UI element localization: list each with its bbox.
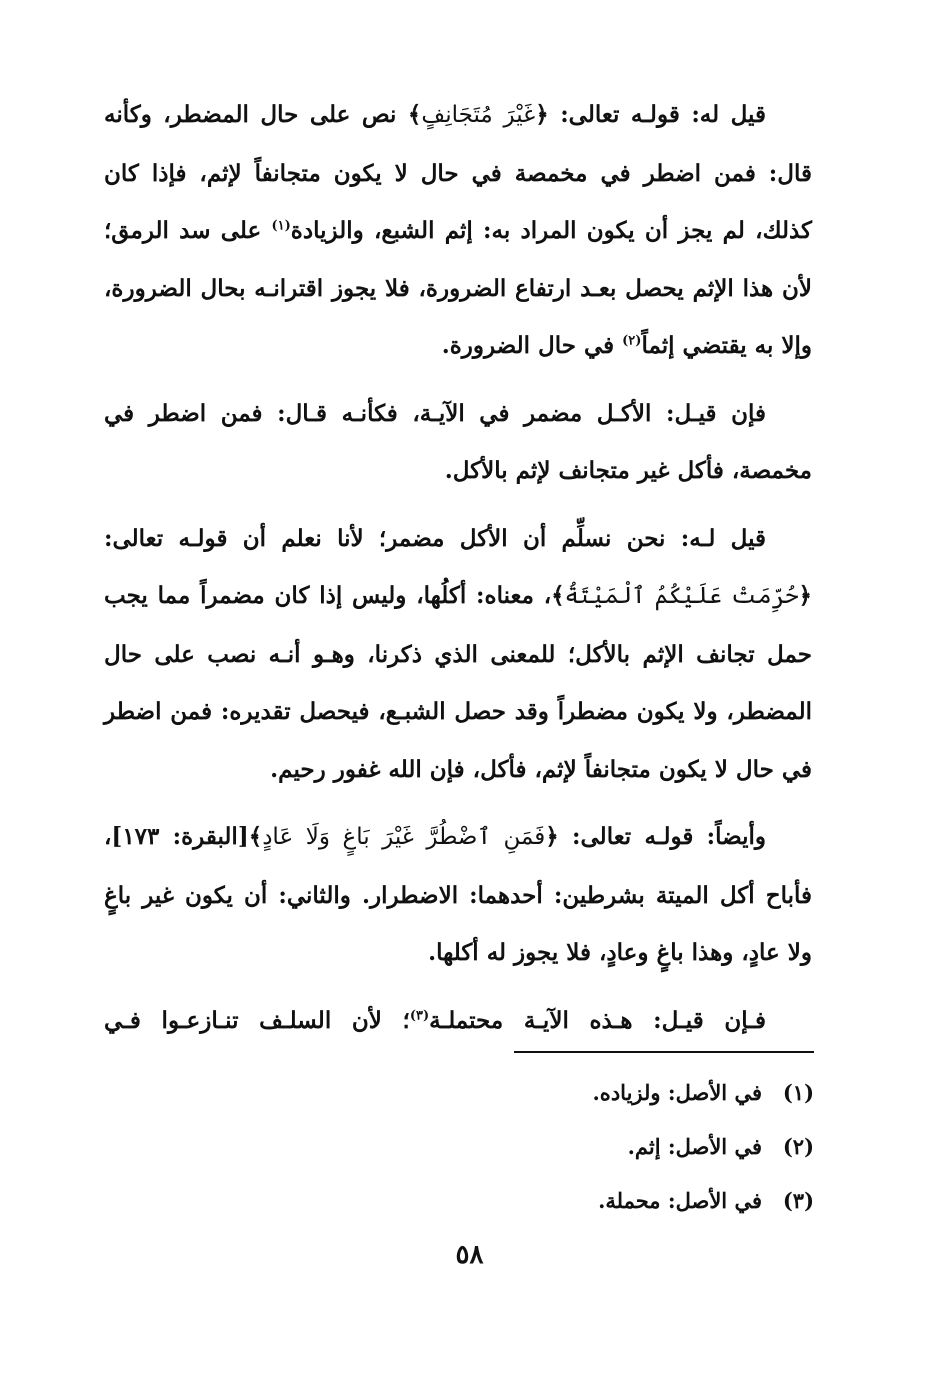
footnote-separator [514,1051,814,1053]
footnote-ref: (١) [271,218,291,234]
paragraph [104,86,812,375]
footnote-number: (١) [782,1080,814,1105]
quran-quote: حُرِّمَتْ عَلَيْكُمُ ٱلْمَيْتَةُ [564,583,799,609]
text-run: قيل له: قولـه تعالى: ﴿ [535,101,766,128]
footnotes [300,1066,814,1228]
text-run: ﴾[البقرة: ١٧٣]، فأباح أكل الميتة بشرطين: أحدهما: الاضطرار. والثاني: أن يكون غير باغٍ ولا عادٍ، وهذا باغٍ وعادٍ، فلا يجوز له أكلها. [104,823,812,966]
footnote-text: في الأصل: محملة. [598,1188,762,1213]
text-run: وأيضاً: قولـه تعالى: ﴿ [545,823,766,850]
text-run: على سد الرمق؛ لأن هذا الإثم يحصل بعـد ارتفاع الضرورة، فلا يجوز اقترانـه بحال الضرورة، وإلا به يقتضي إثماً [104,217,812,359]
text-run: ؛ لأن السلـف تنـازعـوا فـي [104,1006,410,1034]
text-run: في حال الضرورة. [441,332,623,359]
footnote-ref: (٣) [409,1007,430,1023]
footnote-1 [300,1066,814,1120]
footnote-text: في الأصل: إثم. [627,1134,762,1159]
footnote-2 [300,1120,814,1174]
main-text [104,86,812,1059]
quran-quote: فَمَنِ ٱضْطُرَّ غَيْرَ بَاغٍ وَلَا عَادٍ [262,824,546,850]
text-run: ﴾، معناه: أكلُها، وليس إذا كان مضمراً مما يجب حمل تجانف الإثم بالأكل؛ للمعنى الذي ذكرنا، وهـو أنـه نصب على حال المضطر، ولا يكون مضطراً وقد حصل الشبـع، فيحصل تقديره: فمن اضطر في حال لا يكون متجانفاً لإثم، فأكل، فإن الله غفور رحيم. [104,582,812,783]
quran-quote: غَيْرَ مُتَجَانِفٍ [421,102,536,128]
paragraph [104,808,812,982]
paragraph [104,992,812,1050]
text-run: قيل لـه: نحن نسلِّم أن الأكل مضمر؛ لأنا نعلم أن قولـه تعالى: ﴿ [104,524,813,609]
footnote-text: في الأصل: ولزياده. [592,1080,762,1105]
text-run: فـإن قيـل: هـذه الآيـة محتملـة [429,1006,766,1034]
footnote-number: (٣) [782,1188,814,1213]
text-run: ﴾ نص على حال المضطر، وكأنه قال: فمن اضطر في مخمصة في حال لا يكون متجانفاً لإثم، فإذا كان كذلك، لم يجز أن يكون المراد به: إثم الشبع، والزيادة [104,101,812,244]
page-number: ٥٨ [455,1240,484,1270]
paragraph [104,510,812,799]
footnote-number: (٢) [782,1134,814,1159]
text-run: فإن قيـل: الأكـل مضمر في الآيـة، فكأنـه قـال: فمن اضطر في مخمصة، فأكل غير متجانف لإثم بالأكل. [104,399,812,484]
footnote-ref: (٢) [622,333,642,349]
paragraph [104,385,812,500]
footnote-3 [300,1174,814,1228]
